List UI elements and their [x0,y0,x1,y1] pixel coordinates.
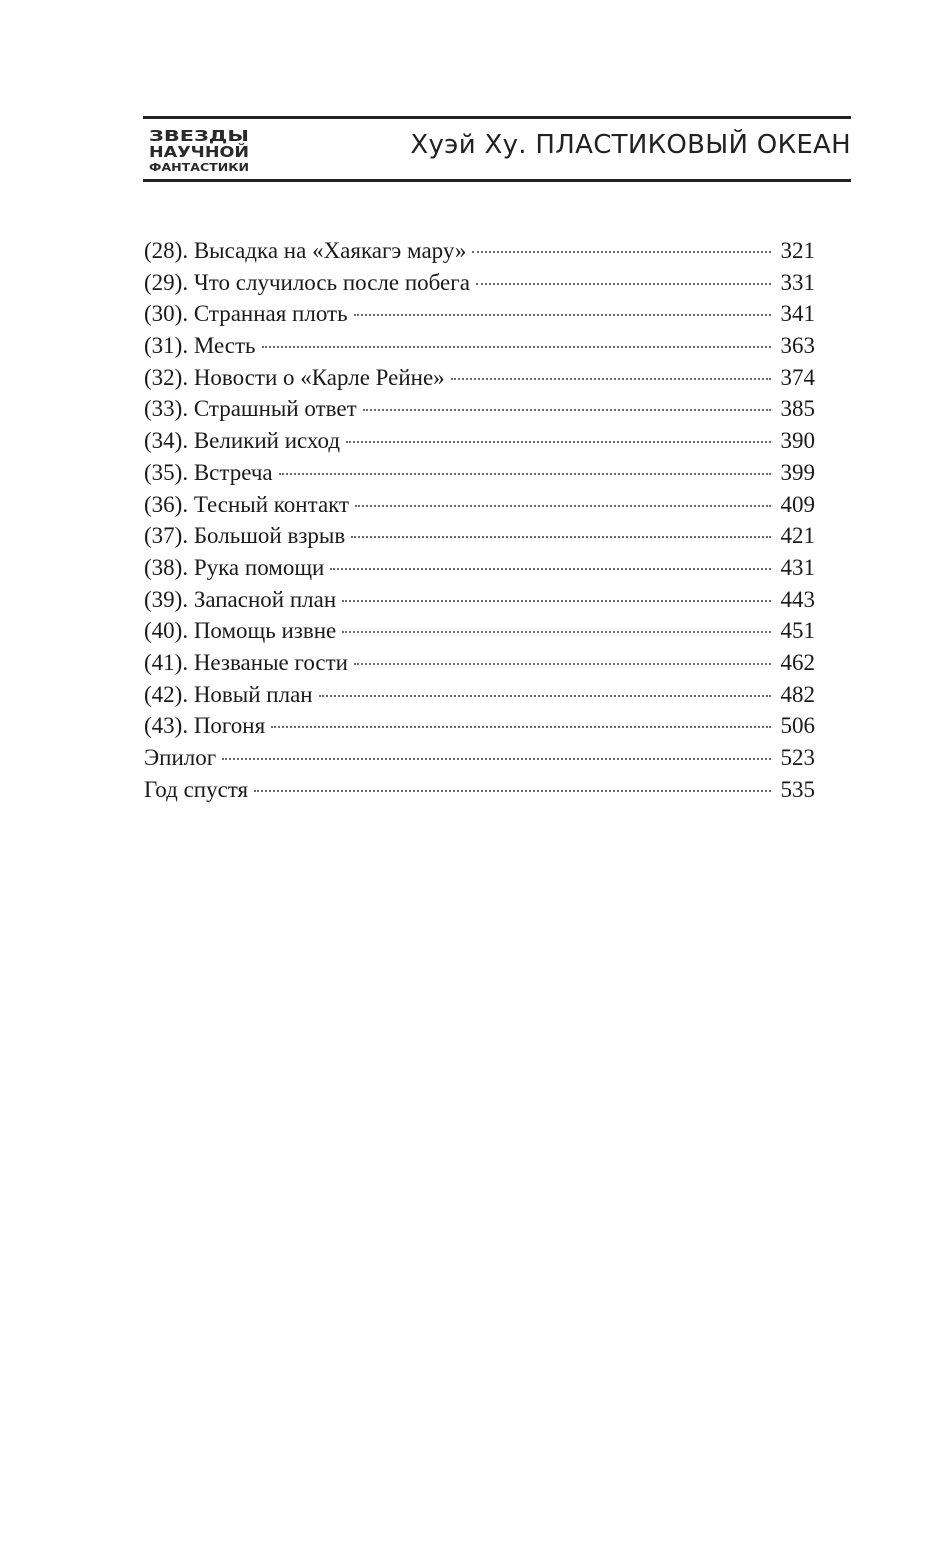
toc-entry[interactable] [144,745,815,777]
toc-entry-page: 451 [780,618,815,644]
toc-entry-title: (32). Новости о «Карле Рейне» [144,364,445,390]
toc-entry-page: 535 [780,776,815,802]
dot-leader [346,441,770,443]
toc-entry-title: Эпилог [144,745,217,770]
logo-line-1: ЗВЕЗДЫ [149,127,249,145]
toc-entry-title: (33). Страшный ответ [144,396,357,422]
toc-entry-page: 443 [780,586,815,612]
toc-entry-page: 390 [780,428,815,454]
dot-leader [451,378,771,380]
toc-entry[interactable] [144,650,815,682]
dot-leader [262,346,771,348]
toc-entry[interactable] [144,460,815,492]
toc-entry-title: (38). Рука помощи [144,554,325,580]
toc-entry[interactable] [144,365,815,397]
book-title: Хуэй Ху. ПЛАСТИКОВЫЙ ОКЕАН [410,130,851,160]
toc-entry[interactable] [144,492,815,524]
dot-leader [351,536,770,538]
logo-line-2: НАУЧНОЙ [149,143,235,161]
series-logo [147,126,251,174]
toc-entry[interactable] [144,270,815,302]
toc-entry[interactable] [144,428,815,460]
dot-leader [355,505,770,507]
header-top-rule [143,116,851,119]
toc-entry-page: 374 [780,364,815,390]
running-header [143,116,851,184]
toc-entry[interactable] [144,396,815,428]
toc-entry-title: (28). Высадка на «Хаякагэ мару» [144,238,467,263]
toc-entry[interactable] [144,555,815,587]
toc-entry-title: (31). Месть [144,333,256,359]
dot-leader [354,663,771,665]
toc-entry[interactable] [144,301,815,333]
toc-entry[interactable] [144,523,815,555]
toc-entry-page: 523 [780,745,815,770]
toc-entry[interactable] [144,333,815,365]
dot-leader [476,283,771,285]
toc-entry-page: 363 [780,333,815,359]
logo-line-3: ФАНТАСТИКИ [149,161,249,174]
toc-entry[interactable] [144,238,815,270]
toc-entry[interactable] [144,587,815,619]
toc-entry-title: (41). Незваные гости [144,649,348,675]
toc-entry-page: 431 [780,554,815,580]
toc-entry-page: 399 [780,459,815,485]
toc-entry-page: 506 [780,713,815,739]
toc-entry-page: 385 [780,396,815,422]
toc-entry-page: 321 [780,238,815,263]
header-bottom-rule [143,179,851,182]
toc-entry-title: (39). Запасной план [144,586,337,612]
toc-entry-title: (30). Странная плоть [144,301,348,327]
toc-entry-page: 331 [780,269,815,295]
toc-entry-title: (37). Большой взрыв [144,523,346,549]
toc-entry-title: (29). Что случилось после побега [144,269,470,295]
toc-entry-title: (40). Помощь извне [144,618,337,644]
toc-entry[interactable] [144,618,815,650]
dot-leader [354,314,771,316]
toc-entry-title: (36). Тесный контакт [144,491,350,517]
toc-entry-page: 462 [780,649,815,675]
toc-entry[interactable] [144,682,815,714]
toc-entry-title: (34). Великий исход [144,428,341,454]
dot-leader [342,631,770,633]
dot-leader [254,790,770,792]
toc-entry[interactable] [144,713,815,745]
dot-leader [472,251,770,253]
toc-entry-title: (43). Погоня [144,713,266,739]
toc-entry-page: 421 [780,523,815,549]
toc-entry-title: Год спустя [144,776,249,802]
toc-entry-page: 482 [780,681,815,707]
toc-entry-title: (42). Новый план [144,681,313,707]
dot-leader [363,409,771,411]
toc-entry[interactable] [144,777,815,809]
dot-leader [319,695,771,697]
dot-leader [342,600,770,602]
dot-leader [330,568,770,570]
dot-leader [271,726,770,728]
toc-entry-page: 409 [780,491,815,517]
toc-entry-title: (35). Встреча [144,459,273,485]
table-of-contents [144,238,815,808]
dot-leader [279,473,771,475]
toc-entry-page: 341 [780,301,815,327]
dot-leader [222,758,770,760]
